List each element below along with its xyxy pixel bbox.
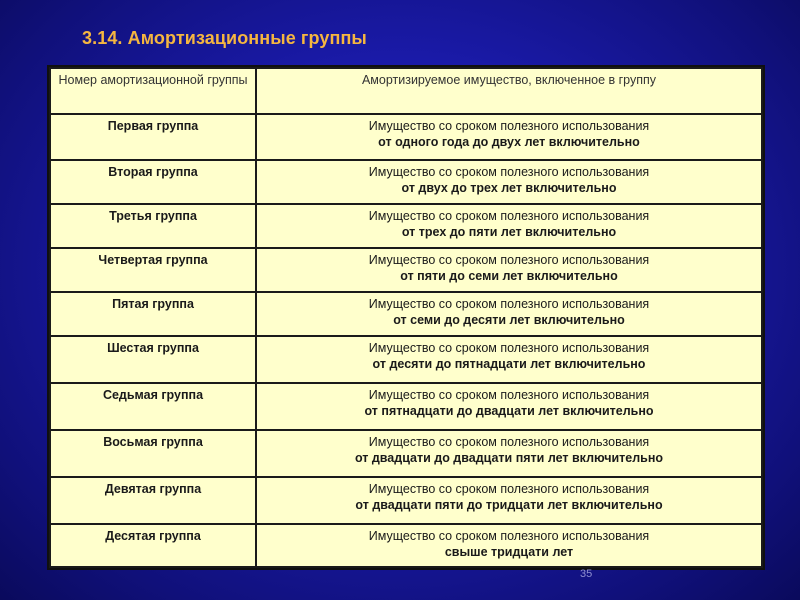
group-name-cell: Вторая группа xyxy=(50,160,256,204)
description-line: Имущество со сроком полезного использования xyxy=(368,388,650,402)
group-name-cell: Десятая группа xyxy=(50,524,256,567)
header-property-description: Амортизируемое имущество, включенное в группу xyxy=(256,68,762,114)
depreciation-groups-table-container xyxy=(47,65,765,570)
description-line: Имущество со сроком полезного использования xyxy=(368,209,650,223)
term-line: от двадцати пяти до тридцати лет включительно xyxy=(355,498,663,512)
table-row xyxy=(50,336,762,383)
group-name-cell: Пятая группа xyxy=(50,292,256,336)
description-line: Имущество со сроком полезного использования xyxy=(368,165,650,179)
table-header-row xyxy=(50,68,762,114)
table-row xyxy=(50,292,762,336)
group-name-cell: Шестая группа xyxy=(50,336,256,383)
table-row xyxy=(50,248,762,292)
table-row xyxy=(50,204,762,248)
table-row xyxy=(50,477,762,524)
depreciation-groups-table xyxy=(49,67,763,568)
description-line: Имущество со сроком полезного использования xyxy=(368,253,650,267)
table-row xyxy=(50,160,762,204)
group-description-cell xyxy=(256,430,762,477)
header-group-number: Номер амортизационной группы xyxy=(50,68,256,114)
group-name-cell: Девятая группа xyxy=(50,477,256,524)
group-description-cell xyxy=(256,383,762,430)
group-description-cell xyxy=(256,160,762,204)
table-row xyxy=(50,383,762,430)
term-line: от пяти до семи лет включительно xyxy=(400,269,618,283)
term-line: свыше тридцати лет xyxy=(444,545,574,559)
table-row xyxy=(50,114,762,160)
term-line: от семи до десяти лет включительно xyxy=(393,313,625,327)
term-line: от одного года до двух лет включительно xyxy=(378,135,640,149)
description-line: Имущество со сроком полезного использования xyxy=(368,529,650,543)
term-line: от пятнадцати до двадцати лет включительно xyxy=(364,404,654,418)
slide-title: 3.14. Амортизационные группы xyxy=(82,28,367,48)
term-line: от двух до трех лет включительно xyxy=(401,181,617,195)
group-description-cell xyxy=(256,336,762,383)
group-name-cell: Первая группа xyxy=(50,114,256,160)
group-name-cell: Седьмая группа xyxy=(50,383,256,430)
description-line: Имущество со сроком полезного использования xyxy=(368,435,650,449)
group-description-cell xyxy=(256,477,762,524)
group-description-cell xyxy=(256,204,762,248)
group-description-cell xyxy=(256,524,762,567)
description-line: Имущество со сроком полезного использования xyxy=(368,119,650,133)
term-line: от десяти до пятнадцати лет включительно xyxy=(372,357,646,371)
group-name-cell: Восьмая группа xyxy=(50,430,256,477)
term-line: от трех до пяти лет включительно xyxy=(401,225,617,239)
table-row xyxy=(50,430,762,477)
group-description-cell xyxy=(256,292,762,336)
description-line: Имущество со сроком полезного использования xyxy=(368,341,650,355)
group-name-cell: Третья группа xyxy=(50,204,256,248)
description-line: Имущество со сроком полезного использования xyxy=(368,297,650,311)
page-number: 35 xyxy=(580,568,593,580)
description-line: Имущество со сроком полезного использования xyxy=(368,482,650,496)
group-description-cell xyxy=(256,248,762,292)
group-name-cell: Четвертая группа xyxy=(50,248,256,292)
group-description-cell xyxy=(256,114,762,160)
term-line: от двадцати до двадцати пяти лет включительно xyxy=(354,451,664,465)
table-row xyxy=(50,524,762,567)
